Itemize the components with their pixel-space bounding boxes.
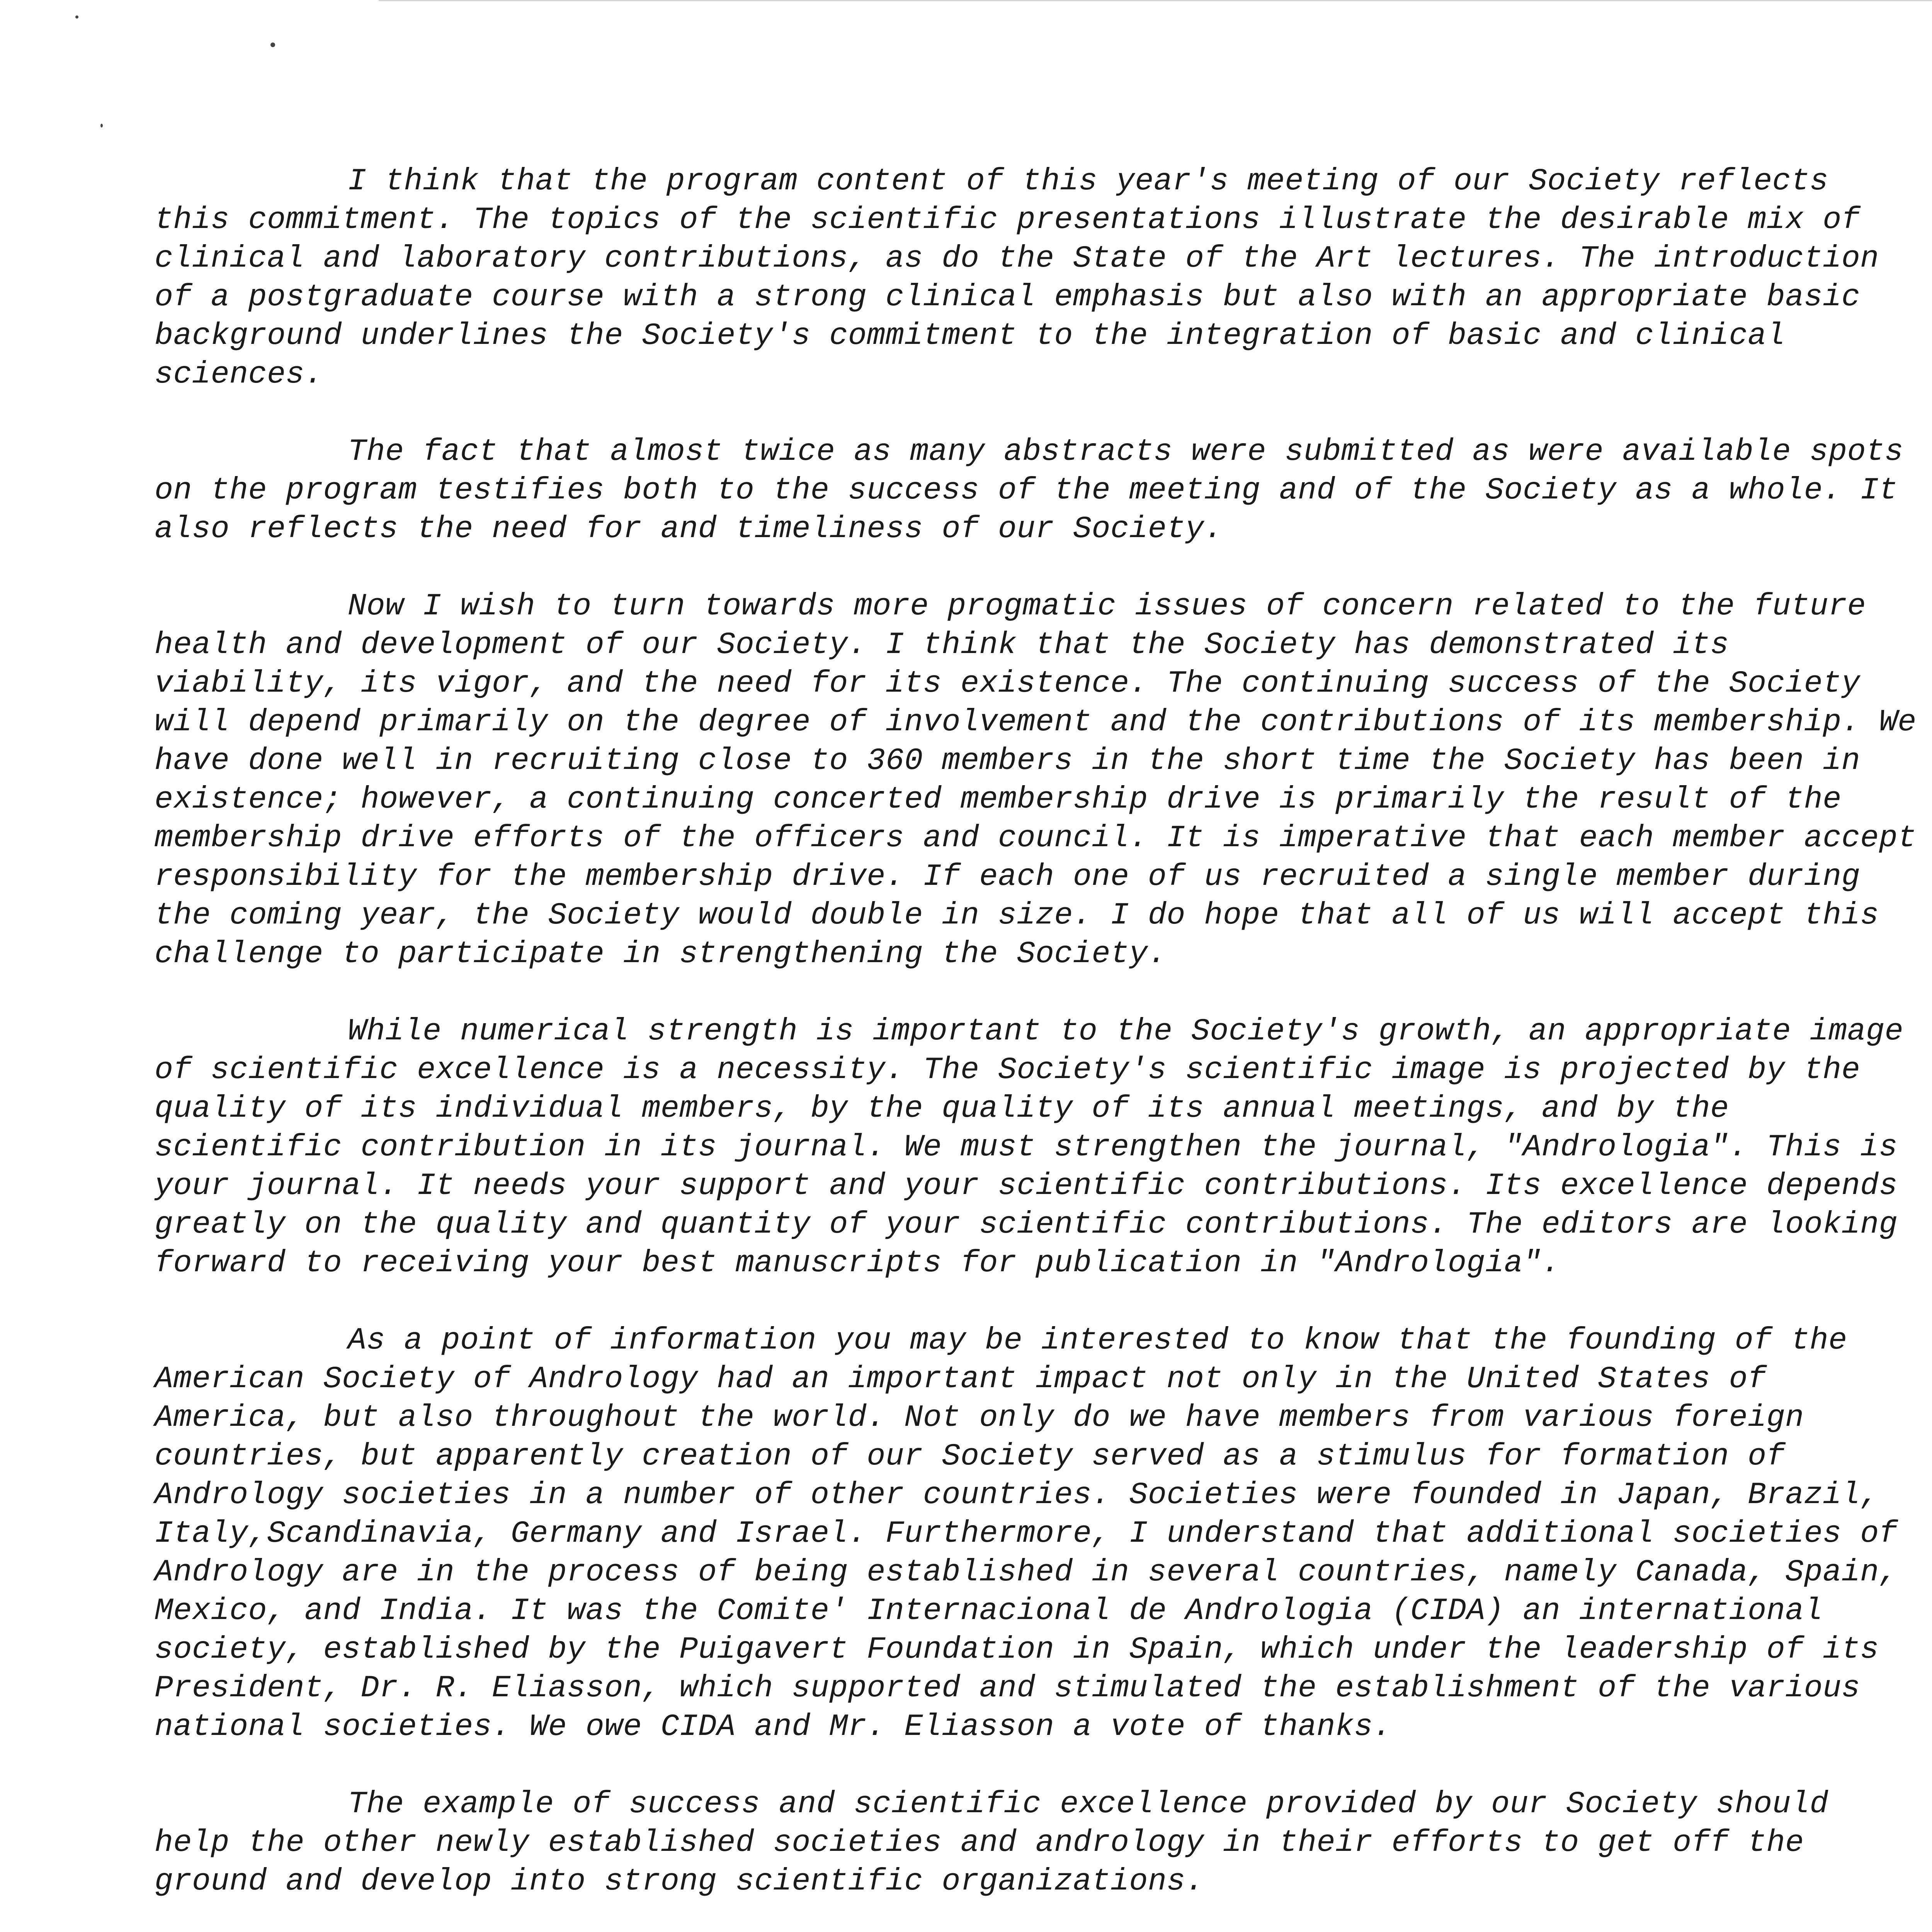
paragraph-6: The example of success and scientific excellence provided by our Society should help the other newly established societies and andrology in their efforts to get off the ground and develop into strong scientific organizations. [155,1787,1829,1899]
paragraph-5: As a point of information you may be interested to know that the founding of the American Society of Andrology had an important impact not only in the United States of America, but also throughout the world. Not only do we have members from various foreign countries, but apparently creation of our Society served as a stimulus for formation of Andrology societies in a number of other countries. Societies were founded in Japan, Brazil, Italy,Scandinavia, Germany and Israel. Furthermore, I understand that additional societies of Andrology are in the process of being established in several countries, namely Canada, Spain, Mexico, and India. It was the Comite' Internacional de Andrologia (CIDA) an international society, established by the Puigavert Foundation in Spain, which under the leadership of its President, Dr. R. Eliasson, which supported and stimulated the establishment of the various national societies. We owe CIDA and Mr. Eliasson a vote of thanks. [155,1323,1898,1745]
paragraph-4: While numerical strength is important to the Society's growth, an appropriate image of scientific excellence is a necessity. The Society's scientific image is projected by the quality of its individual members, by the quality of its annual meetings, and by the scientific contribution in its journal. We must strengthen the journal, "Andrologia". This is your journal. It needs your support and your scientific contributions. Its excellence depends greatly on the quality and quantity of your scientific contributions. The editors are looking forward to receiving your best manuscripts for publication in "Andrologia". [155,1014,1904,1281]
paragraph-2: The fact that almost twice as many abstracts were submitted as were available spots on the program testifies both to the success of the meeting and of the Society as a whole. It also reflects the need for and timeliness of our Society. [155,434,1904,547]
paragraph-1: I think that the program content of this year's meeting of our Society reflects this commitment. The topics of the scientific presentations illustrate the desirable mix of clinical and laboratory contributions, as do the State of the Art lectures. The introduction of a postgraduate course with a strong clinical emphasis but also with an appropriate basic background underlines the Society's commitment to the integration of basic and clinical sciences. [155,164,1879,392]
letter-body [155,162,1917,1932]
scan-speck [270,43,275,47]
scan-speck [75,15,78,19]
scan-top-edge [379,0,1932,1]
scan-speck [100,124,103,128]
paragraph-3: Now I wish to turn towards more progmatic issues of concern related to the future health and development of our Society. I think that the Society has demonstrated its viability, its vigor, and the need for its existence. The continuing success of the Society will depend primarily on the degree of involvement and the contributions of its membership. We have done well in recruiting close to 360 members in the short time the Society has been in existence; however, a continuing concerted membership drive is primarily the result of the membership drive efforts of the officers and council. It is imperative that each member accept responsibility for the membership drive. If each one of us recruited a single member during the coming year, the Society would double in size. I do hope that all of us will accept this challenge to participate in strengthening the Society. [155,589,1917,972]
